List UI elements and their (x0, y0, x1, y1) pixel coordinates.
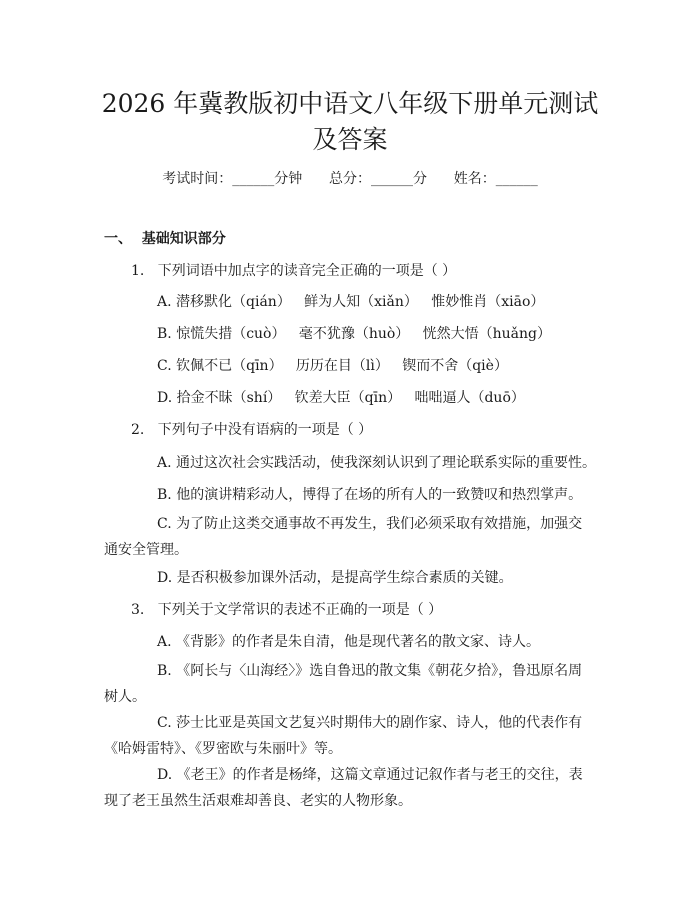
question-1-option-b: B. 惊慌失措（cuò） 毫不犹豫（huò） 恍然大悟（huǎng） (157, 326, 551, 342)
question-1-stem: 1. 下列词语中加点字的读音完全正确的一项是（ ） (131, 263, 457, 279)
title-line-2: 及答案 (312, 125, 388, 154)
section-heading: 一、 基础知识部分 (104, 231, 226, 247)
question-3-stem: 3. 下列关于文学常识的表述不正确的一项是（ ） (131, 602, 443, 618)
document-title (0, 86, 700, 158)
question-2-option-d: D. 是否积极参加课外活动，是提高学生综合素质的关键。 (157, 570, 513, 586)
title-line-1: 2026 年冀教版初中语文八年级下册单元测试 (101, 89, 599, 118)
question-2-stem: 2. 下列句子中没有语病的一项是（ ） (131, 422, 373, 438)
question-3-option-c: C. 莎士比亚是英国文艺复兴时期伟大的剧作家、诗人，他的代表作有《哈姆雷特》、《罗密欧与朱丽叶》等。 (104, 715, 583, 757)
question-2-option-c: C. 为了防止这类交通事故不再发生，我们必须采取有效措施，加强交通安全管理。 (104, 516, 583, 558)
exam-meta-line: 考试时间：______分钟 总分：______分 姓名：______ (162, 171, 538, 187)
question-3-option-a: A. 《背影》的作者是朱自清，他是现代著名的散文家、诗人。 (157, 634, 541, 650)
question-1-option-d: D. 拾金不昧（shí） 钦差大臣（qīn） 咄咄逼人（duō） (157, 390, 525, 406)
question-3-option-b: B. 《阿长与〈山海经〉》选自鲁迅的散文集《朝花夕拾》，鲁迅原名周树人。 (104, 663, 583, 705)
question-1-option-c: C. 钦佩不已（qīn） 历历在目（lì） 锲而不舍（qiè） (157, 358, 508, 374)
question-2-option-b: B. 他的演讲精彩动人，博得了在场的所有人的一致赞叹和热烈掌声。 (157, 487, 583, 503)
question-1-option-a: A. 潜移默化（qián） 鲜为人知（xiǎn） 惟妙惟肖（xiāo） (157, 294, 545, 310)
question-3-option-d: D. 《老王》的作者是杨绛，这篇文章通过记叙作者与老王的交往，表现了老王虽然生活艰难却善良、老实的人物形象。 (104, 767, 583, 809)
question-2-option-a: A. 通过这次社会实践活动，使我深刻认识到了理论联系实际的重要性。 (157, 455, 597, 471)
